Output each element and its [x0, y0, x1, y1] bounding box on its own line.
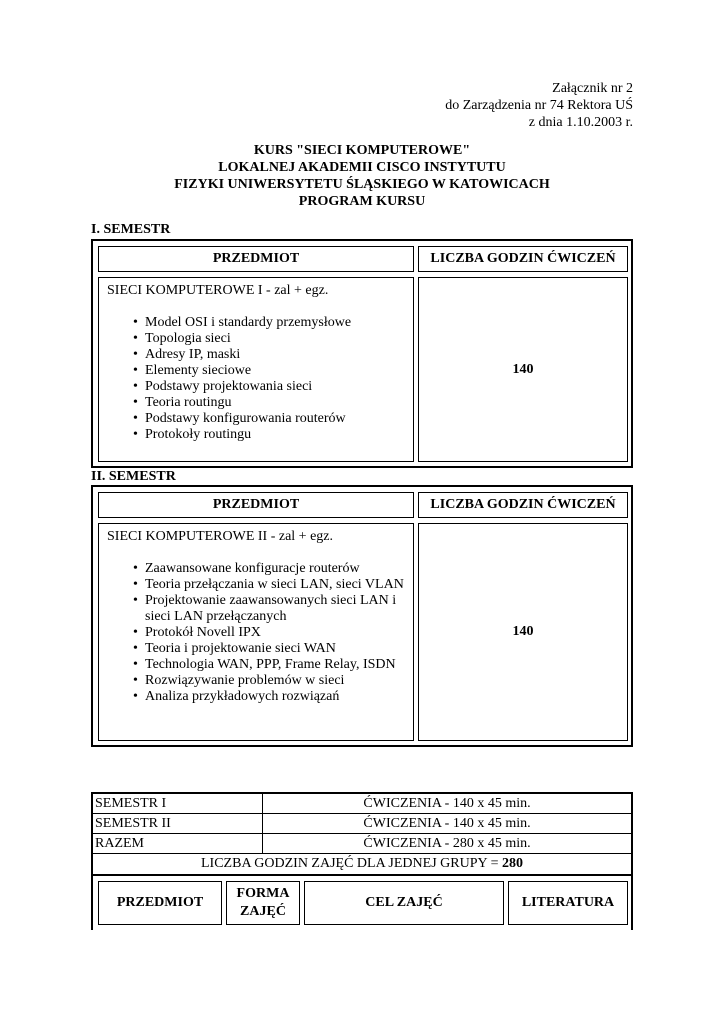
summary-row-value: ĆWICZENIA - 280 x 45 min. [363, 836, 531, 851]
semester-2-topic-list [107, 561, 413, 705]
semester-2-header-hours: LICZBA GODZIN ĆWICZEŃ [418, 492, 628, 518]
list-item: • Model OSI i standardy przemysłowe [107, 315, 413, 331]
list-item: • Podstawy projektowania sieci [107, 379, 413, 395]
semester-1-table [91, 239, 633, 468]
semester-1-subject-name: SIECI KOMPUTEROWE I - zal + egz. [107, 283, 329, 298]
summary-row-label: SEMESTR I [93, 794, 263, 813]
list-item: • Teoria i projektowanie sieci WAN [107, 641, 413, 657]
list-item: • Adresy IP, maski [107, 347, 413, 363]
list-item: • Technologia WAN, PPP, Frame Relay, ISDN [107, 657, 413, 673]
list-item: • Topologia sieci [107, 331, 413, 347]
annex-ordinance: do Zarządzenia nr 74 Rektora UŚ [445, 98, 633, 113]
annex-number: Załącznik nr 2 [552, 81, 633, 96]
column-header-goal: CEL ZAJĘĆ [304, 881, 504, 925]
column-header-literature: LITERATURA [508, 881, 628, 925]
semester-2-header-subject: PRZEDMIOT [98, 492, 414, 518]
summary-total-label: LICZBA GODZIN ZAJĘĆ DLA JEDNEJ GRUPY = [201, 856, 502, 871]
annex-reference [445, 80, 633, 131]
semester-2-table [91, 485, 633, 747]
semester-1-subject-cell [98, 277, 414, 462]
column-header-form [226, 881, 300, 925]
semester-2-label: II. SEMESTR [91, 469, 176, 484]
list-item: • Analiza przykładowych rozwiązań [107, 689, 413, 705]
semester-1-header-hours: LICZBA GODZIN ĆWICZEŃ [418, 246, 628, 272]
summary-row-value: ĆWICZENIA - 140 x 45 min. [363, 816, 531, 831]
column-header-form-line-2: ZAJĘĆ [240, 904, 286, 919]
list-item: • Podstawy konfigurowania routerów [107, 411, 413, 427]
summary-row-value: ĆWICZENIA - 140 x 45 min. [363, 796, 531, 811]
semester-1-label: I. SEMESTR [91, 222, 171, 237]
column-header-subject: PRZEDMIOT [98, 881, 222, 925]
document-title [0, 142, 724, 210]
list-item: • Protokół Novell IPX [107, 625, 413, 641]
title-line-2: LOKALNEJ AKADEMII CISCO INSTYTUTU [218, 160, 506, 175]
semester-2-subject-name: SIECI KOMPUTEROWE II - zal + egz. [107, 529, 334, 544]
list-item: • Teoria routingu [107, 395, 413, 411]
column-header-form-line-1: FORMA [236, 886, 290, 901]
list-item: • Protokoły routingu [107, 427, 413, 443]
semester-1-header-subject: PRZEDMIOT [98, 246, 414, 272]
hours-summary-table [91, 792, 633, 876]
summary-total [93, 854, 631, 874]
summary-total-value: 280 [502, 856, 523, 871]
title-line-4: PROGRAM KURSU [298, 194, 426, 209]
summary-row-label: RAZEM [93, 834, 263, 853]
semester-1-topic-list [107, 315, 413, 443]
semester-2-subject-cell [98, 523, 414, 741]
list-item: • Projektowanie zaawansowanych sieci LAN i sieci LAN przełączanych [107, 593, 413, 625]
summary-row-label: SEMESTR II [93, 814, 263, 833]
summary-total-row [93, 854, 631, 874]
list-item: • Elementy sieciowe [107, 363, 413, 379]
semester-2-hours: 140 [418, 523, 628, 741]
table-row [93, 794, 631, 814]
list-item: • Teoria przełączania w sieci LAN, sieci VLAN [107, 577, 413, 593]
list-item: • Rozwiązywanie problemów w sieci [107, 673, 413, 689]
program-details-table [91, 874, 633, 930]
semester-1-hours: 140 [418, 277, 628, 462]
table-row [93, 834, 631, 854]
list-item: • Zaawansowane konfiguracje routerów [107, 561, 413, 577]
title-line-1: KURS "SIECI KOMPUTEROWE" [253, 143, 471, 158]
table-row [93, 814, 631, 834]
annex-date: z dnia 1.10.2003 r. [528, 115, 633, 130]
title-line-3: FIZYKI UNIWERSYTETU ŚLĄSKIEGO W KATOWICACH [174, 177, 550, 192]
